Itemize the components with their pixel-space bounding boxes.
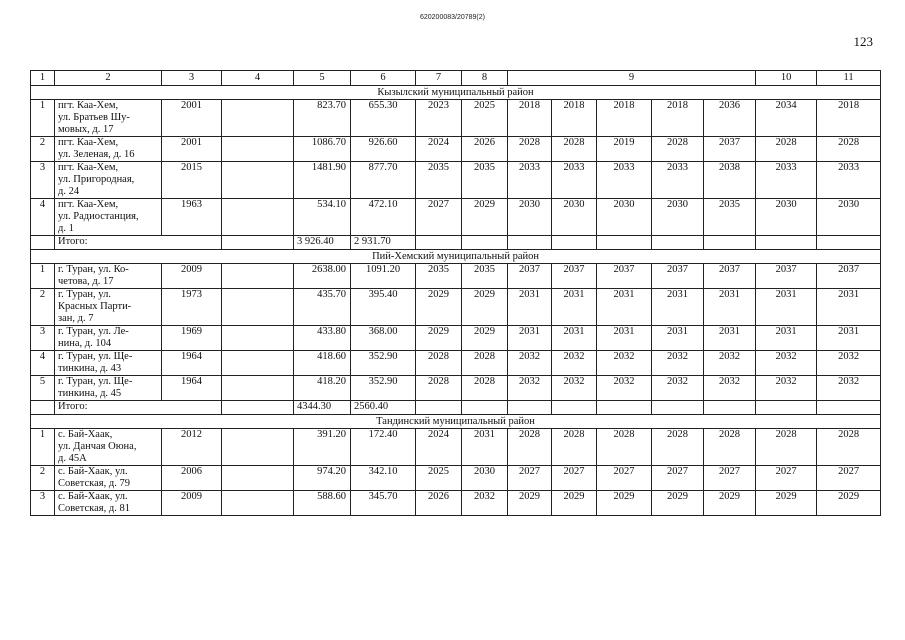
planned-year: 2035 bbox=[462, 264, 508, 289]
planned-year: 2018 bbox=[817, 100, 881, 137]
total-area: 588.60 bbox=[294, 491, 351, 516]
planned-year: 2033 bbox=[508, 162, 552, 199]
row-number: 5 bbox=[31, 376, 55, 401]
planned-year: 2031 bbox=[704, 289, 756, 326]
planned-year: 2036 bbox=[704, 100, 756, 137]
planned-year: 2027 bbox=[652, 466, 704, 491]
construction-year: 2009 bbox=[162, 491, 222, 516]
construction-year: 1963 bbox=[162, 199, 222, 236]
address-line: д. 1 bbox=[58, 223, 74, 234]
address-line: Советская, д. 81 bbox=[58, 503, 130, 514]
empty-cell bbox=[552, 401, 597, 415]
column-header: 1 bbox=[31, 71, 55, 86]
column-header: 6 bbox=[351, 71, 416, 86]
planned-year: 2029 bbox=[704, 491, 756, 516]
planned-year: 2026 bbox=[462, 137, 508, 162]
planned-year: 2018 bbox=[552, 100, 597, 137]
planned-year: 2028 bbox=[508, 137, 552, 162]
address-cell bbox=[55, 429, 162, 466]
column-header: 5 bbox=[294, 71, 351, 86]
column-4-cell bbox=[222, 264, 294, 289]
planned-year: 2033 bbox=[756, 162, 817, 199]
column-4-cell bbox=[222, 466, 294, 491]
planned-year: 2025 bbox=[462, 100, 508, 137]
address-line: пгт. Каа-Хем, bbox=[58, 162, 119, 173]
construction-year: 1973 bbox=[162, 289, 222, 326]
address-line: г. Туран, ул. Ще- bbox=[58, 351, 133, 362]
planned-year: 2032 bbox=[462, 491, 508, 516]
planned-year: 2018 bbox=[508, 100, 552, 137]
address-cell bbox=[55, 162, 162, 199]
planned-year: 2027 bbox=[552, 466, 597, 491]
column-4-cell bbox=[222, 137, 294, 162]
planned-year: 2031 bbox=[704, 326, 756, 351]
table-row bbox=[31, 264, 881, 289]
address-cell bbox=[55, 326, 162, 351]
planned-year: 2031 bbox=[652, 326, 704, 351]
empty-cell bbox=[462, 401, 508, 415]
planned-year: 2032 bbox=[817, 351, 881, 376]
empty-cell bbox=[817, 236, 881, 250]
planned-year: 2032 bbox=[508, 351, 552, 376]
address-cell bbox=[55, 351, 162, 376]
address-cell bbox=[55, 264, 162, 289]
planned-year: 2030 bbox=[508, 199, 552, 236]
table-row bbox=[31, 199, 881, 236]
planned-year: 2035 bbox=[416, 264, 462, 289]
address-cell bbox=[55, 466, 162, 491]
empty-cell bbox=[222, 401, 294, 415]
total-area: 823.70 bbox=[294, 100, 351, 137]
column-4-cell bbox=[222, 199, 294, 236]
table-row bbox=[31, 162, 881, 199]
planned-year: 2033 bbox=[597, 162, 652, 199]
address-line: г. Туран, ул. Ко- bbox=[58, 264, 129, 275]
planned-year: 2029 bbox=[462, 326, 508, 351]
section-header-row bbox=[31, 250, 881, 264]
address-line: ул. Данчая Оюна, bbox=[58, 441, 137, 452]
address-line: тинкина, д. 45 bbox=[58, 388, 122, 399]
planned-year: 2032 bbox=[597, 376, 652, 401]
empty-cell bbox=[817, 401, 881, 415]
total-area: 435.70 bbox=[294, 289, 351, 326]
planned-year: 2033 bbox=[652, 162, 704, 199]
empty-cell bbox=[597, 401, 652, 415]
address-cell bbox=[55, 491, 162, 516]
planned-year: 2032 bbox=[704, 351, 756, 376]
planned-year: 2027 bbox=[416, 199, 462, 236]
planned-year: 2031 bbox=[462, 429, 508, 466]
living-area: 1091.20 bbox=[351, 264, 416, 289]
total-area: 391.20 bbox=[294, 429, 351, 466]
planned-year: 2018 bbox=[597, 100, 652, 137]
living-area: 342.10 bbox=[351, 466, 416, 491]
living-area-sum: 2 931.70 bbox=[351, 236, 416, 250]
planned-year: 2032 bbox=[756, 376, 817, 401]
column-header: 4 bbox=[222, 71, 294, 86]
living-area: 472.10 bbox=[351, 199, 416, 236]
planned-year: 2027 bbox=[704, 466, 756, 491]
planned-year: 2029 bbox=[416, 289, 462, 326]
column-header: 11 bbox=[817, 71, 881, 86]
column-header: 3 bbox=[162, 71, 222, 86]
planned-year: 2031 bbox=[552, 289, 597, 326]
planned-year: 2037 bbox=[552, 264, 597, 289]
address-line: с. Бай-Хаак, bbox=[58, 429, 113, 440]
row-number: 1 bbox=[31, 429, 55, 466]
planned-year: 2031 bbox=[508, 289, 552, 326]
planned-year: 2024 bbox=[416, 429, 462, 466]
construction-year: 2001 bbox=[162, 137, 222, 162]
planned-year: 2028 bbox=[462, 351, 508, 376]
total-area: 433.80 bbox=[294, 326, 351, 351]
planned-year: 2030 bbox=[462, 466, 508, 491]
planned-year: 2032 bbox=[552, 351, 597, 376]
table-row bbox=[31, 100, 881, 137]
planned-year: 2035 bbox=[704, 199, 756, 236]
planned-year: 2027 bbox=[817, 466, 881, 491]
total-label: Итого: bbox=[55, 401, 222, 415]
buildings-schedule-table bbox=[30, 70, 881, 516]
planned-year: 2030 bbox=[552, 199, 597, 236]
table-row bbox=[31, 326, 881, 351]
planned-year: 2032 bbox=[552, 376, 597, 401]
address-line: ул. Радиостанция, bbox=[58, 211, 139, 222]
living-area: 877.70 bbox=[351, 162, 416, 199]
planned-year: 2028 bbox=[508, 429, 552, 466]
planned-year: 2030 bbox=[597, 199, 652, 236]
column-4-cell bbox=[222, 100, 294, 137]
empty-cell bbox=[704, 236, 756, 250]
living-area: 395.40 bbox=[351, 289, 416, 326]
planned-year: 2019 bbox=[597, 137, 652, 162]
address-cell bbox=[55, 137, 162, 162]
planned-year: 2028 bbox=[552, 429, 597, 466]
row-number: 2 bbox=[31, 137, 55, 162]
living-area: 345.70 bbox=[351, 491, 416, 516]
row-number: 3 bbox=[31, 326, 55, 351]
planned-year: 2032 bbox=[597, 351, 652, 376]
planned-year: 2028 bbox=[652, 429, 704, 466]
planned-year: 2037 bbox=[652, 264, 704, 289]
address-line: четова, д. 17 bbox=[58, 276, 114, 287]
column-4-cell bbox=[222, 162, 294, 199]
column-4-cell bbox=[222, 429, 294, 466]
planned-year: 2029 bbox=[756, 491, 817, 516]
empty-cell bbox=[552, 236, 597, 250]
planned-year: 2033 bbox=[817, 162, 881, 199]
section-title: Пий-Хемский муниципальный район bbox=[31, 250, 881, 264]
planned-year: 2037 bbox=[597, 264, 652, 289]
address-line: д. 45А bbox=[58, 453, 87, 464]
planned-year: 2028 bbox=[652, 137, 704, 162]
planned-year: 2029 bbox=[462, 199, 508, 236]
construction-year: 2012 bbox=[162, 429, 222, 466]
total-area: 974.20 bbox=[294, 466, 351, 491]
planned-year: 2023 bbox=[416, 100, 462, 137]
planned-year: 2032 bbox=[817, 376, 881, 401]
empty-cell bbox=[652, 401, 704, 415]
address-line: пгт. Каа-Хем, bbox=[58, 100, 119, 111]
row-number: 4 bbox=[31, 199, 55, 236]
row-number: 2 bbox=[31, 466, 55, 491]
living-area: 926.60 bbox=[351, 137, 416, 162]
address-line: д. 24 bbox=[58, 186, 80, 197]
planned-year: 2018 bbox=[652, 100, 704, 137]
total-area-sum: 4344.30 bbox=[294, 401, 351, 415]
planned-year: 2030 bbox=[652, 199, 704, 236]
column-4-cell bbox=[222, 376, 294, 401]
planned-year: 2029 bbox=[817, 491, 881, 516]
address-cell bbox=[55, 100, 162, 137]
table-row bbox=[31, 137, 881, 162]
row-number: 1 bbox=[31, 100, 55, 137]
section-title: Тандинский муниципальный район bbox=[31, 415, 881, 429]
empty-cell bbox=[704, 401, 756, 415]
table-row bbox=[31, 429, 881, 466]
empty-cell bbox=[756, 236, 817, 250]
empty-cell bbox=[597, 236, 652, 250]
planned-year: 2028 bbox=[817, 429, 881, 466]
address-line: тинкина, д. 43 bbox=[58, 363, 122, 374]
total-row bbox=[31, 236, 881, 250]
address-line: ул. Пригородная, bbox=[58, 174, 135, 185]
empty-cell bbox=[462, 236, 508, 250]
planned-year: 2029 bbox=[416, 326, 462, 351]
planned-year: 2027 bbox=[756, 466, 817, 491]
planned-year: 2035 bbox=[416, 162, 462, 199]
planned-year: 2031 bbox=[817, 326, 881, 351]
planned-year: 2027 bbox=[508, 466, 552, 491]
living-area-sum: 2560.40 bbox=[351, 401, 416, 415]
planned-year: 2028 bbox=[756, 429, 817, 466]
row-number: 1 bbox=[31, 264, 55, 289]
address-cell bbox=[55, 289, 162, 326]
empty-cell bbox=[31, 236, 55, 250]
planned-year: 2029 bbox=[462, 289, 508, 326]
total-row bbox=[31, 401, 881, 415]
empty-cell bbox=[652, 236, 704, 250]
planned-year: 2031 bbox=[552, 326, 597, 351]
section-title: Кызылский муниципальный район bbox=[31, 86, 881, 100]
total-area: 1086.70 bbox=[294, 137, 351, 162]
table-row bbox=[31, 289, 881, 326]
planned-year: 2026 bbox=[416, 491, 462, 516]
planned-year: 2037 bbox=[817, 264, 881, 289]
address-line: нина, д. 104 bbox=[58, 338, 112, 349]
planned-year: 2032 bbox=[508, 376, 552, 401]
table-row bbox=[31, 351, 881, 376]
planned-year: 2031 bbox=[756, 289, 817, 326]
planned-year: 2029 bbox=[552, 491, 597, 516]
planned-year: 2031 bbox=[508, 326, 552, 351]
planned-year: 2037 bbox=[756, 264, 817, 289]
planned-year: 2032 bbox=[652, 376, 704, 401]
address-line: Красных Парти- bbox=[58, 301, 132, 312]
planned-year: 2028 bbox=[552, 137, 597, 162]
planned-year: 2031 bbox=[597, 326, 652, 351]
total-area: 2638.00 bbox=[294, 264, 351, 289]
address-line: пгт. Каа-Хем, bbox=[58, 137, 119, 148]
page-number: 123 bbox=[853, 34, 873, 49]
row-number: 4 bbox=[31, 351, 55, 376]
planned-year: 2028 bbox=[756, 137, 817, 162]
column-header: 2 bbox=[55, 71, 162, 86]
address-line: г. Туран, ул. Ще- bbox=[58, 376, 133, 387]
planned-year: 2028 bbox=[817, 137, 881, 162]
document-id: 620200083/20789(2) bbox=[419, 14, 485, 21]
planned-year: 2028 bbox=[704, 429, 756, 466]
planned-year: 2032 bbox=[652, 351, 704, 376]
planned-year: 2032 bbox=[704, 376, 756, 401]
total-area: 534.10 bbox=[294, 199, 351, 236]
table-row bbox=[31, 491, 881, 516]
planned-year: 2034 bbox=[756, 100, 817, 137]
section-header-row bbox=[31, 415, 881, 429]
planned-year: 2031 bbox=[756, 326, 817, 351]
total-label: Итого: bbox=[55, 236, 222, 250]
address-line: с. Бай-Хаак, ул. bbox=[58, 466, 128, 477]
total-area: 1481.90 bbox=[294, 162, 351, 199]
empty-cell bbox=[416, 236, 462, 250]
planned-year: 2024 bbox=[416, 137, 462, 162]
address-cell bbox=[55, 376, 162, 401]
construction-year: 2006 bbox=[162, 466, 222, 491]
planned-year: 2031 bbox=[652, 289, 704, 326]
living-area: 655.30 bbox=[351, 100, 416, 137]
address-line: зан, д. 7 bbox=[58, 313, 94, 324]
total-area-sum: 3 926.40 bbox=[294, 236, 351, 250]
column-header: 10 bbox=[756, 71, 817, 86]
living-area: 172.40 bbox=[351, 429, 416, 466]
column-4-cell bbox=[222, 491, 294, 516]
planned-year: 2038 bbox=[704, 162, 756, 199]
empty-cell bbox=[416, 401, 462, 415]
construction-year: 1964 bbox=[162, 351, 222, 376]
construction-year: 2009 bbox=[162, 264, 222, 289]
address-line: пгт. Каа-Хем, bbox=[58, 199, 119, 210]
column-4-cell bbox=[222, 326, 294, 351]
planned-year: 2030 bbox=[756, 199, 817, 236]
row-number: 2 bbox=[31, 289, 55, 326]
living-area: 352.90 bbox=[351, 351, 416, 376]
planned-year: 2028 bbox=[462, 376, 508, 401]
empty-cell bbox=[756, 401, 817, 415]
address-line: Советская, д. 79 bbox=[58, 478, 130, 489]
address-line: ул. Зеленая, д. 16 bbox=[58, 149, 135, 160]
planned-year: 2037 bbox=[704, 264, 756, 289]
table-row bbox=[31, 466, 881, 491]
table-row bbox=[31, 376, 881, 401]
address-line: г. Туран, ул. bbox=[58, 289, 111, 300]
address-cell bbox=[55, 199, 162, 236]
address-line: с. Бай-Хаак, ул. bbox=[58, 491, 128, 502]
planned-year: 2030 bbox=[817, 199, 881, 236]
planned-year: 2033 bbox=[552, 162, 597, 199]
address-line: г. Туран, ул. Ле- bbox=[58, 326, 129, 337]
empty-cell bbox=[31, 401, 55, 415]
column-4-cell bbox=[222, 289, 294, 326]
living-area: 352.90 bbox=[351, 376, 416, 401]
planned-year: 2032 bbox=[756, 351, 817, 376]
construction-year: 2015 bbox=[162, 162, 222, 199]
construction-year: 1969 bbox=[162, 326, 222, 351]
column-4-cell bbox=[222, 351, 294, 376]
planned-year: 2037 bbox=[508, 264, 552, 289]
planned-year: 2029 bbox=[597, 491, 652, 516]
planned-year: 2035 bbox=[462, 162, 508, 199]
address-line: ул. Братьев Шу- bbox=[58, 112, 130, 123]
planned-year: 2029 bbox=[652, 491, 704, 516]
planned-year: 2028 bbox=[597, 429, 652, 466]
living-area: 368.00 bbox=[351, 326, 416, 351]
column-header: 7 bbox=[416, 71, 462, 86]
planned-year: 2031 bbox=[817, 289, 881, 326]
planned-year: 2028 bbox=[416, 376, 462, 401]
row-number: 3 bbox=[31, 491, 55, 516]
column-header: 8 bbox=[462, 71, 508, 86]
empty-cell bbox=[508, 236, 552, 250]
empty-cell bbox=[222, 236, 294, 250]
planned-year: 2025 bbox=[416, 466, 462, 491]
construction-year: 1964 bbox=[162, 376, 222, 401]
planned-year: 2027 bbox=[597, 466, 652, 491]
empty-cell bbox=[508, 401, 552, 415]
address-line: мовых, д. 17 bbox=[58, 124, 114, 135]
total-area: 418.20 bbox=[294, 376, 351, 401]
total-area: 418.60 bbox=[294, 351, 351, 376]
planned-year: 2031 bbox=[597, 289, 652, 326]
planned-year: 2028 bbox=[416, 351, 462, 376]
section-header-row bbox=[31, 86, 881, 100]
planned-year: 2037 bbox=[704, 137, 756, 162]
header-row bbox=[31, 71, 881, 86]
column-header: 9 bbox=[508, 71, 756, 86]
planned-year: 2029 bbox=[508, 491, 552, 516]
construction-year: 2001 bbox=[162, 100, 222, 137]
row-number: 3 bbox=[31, 162, 55, 199]
